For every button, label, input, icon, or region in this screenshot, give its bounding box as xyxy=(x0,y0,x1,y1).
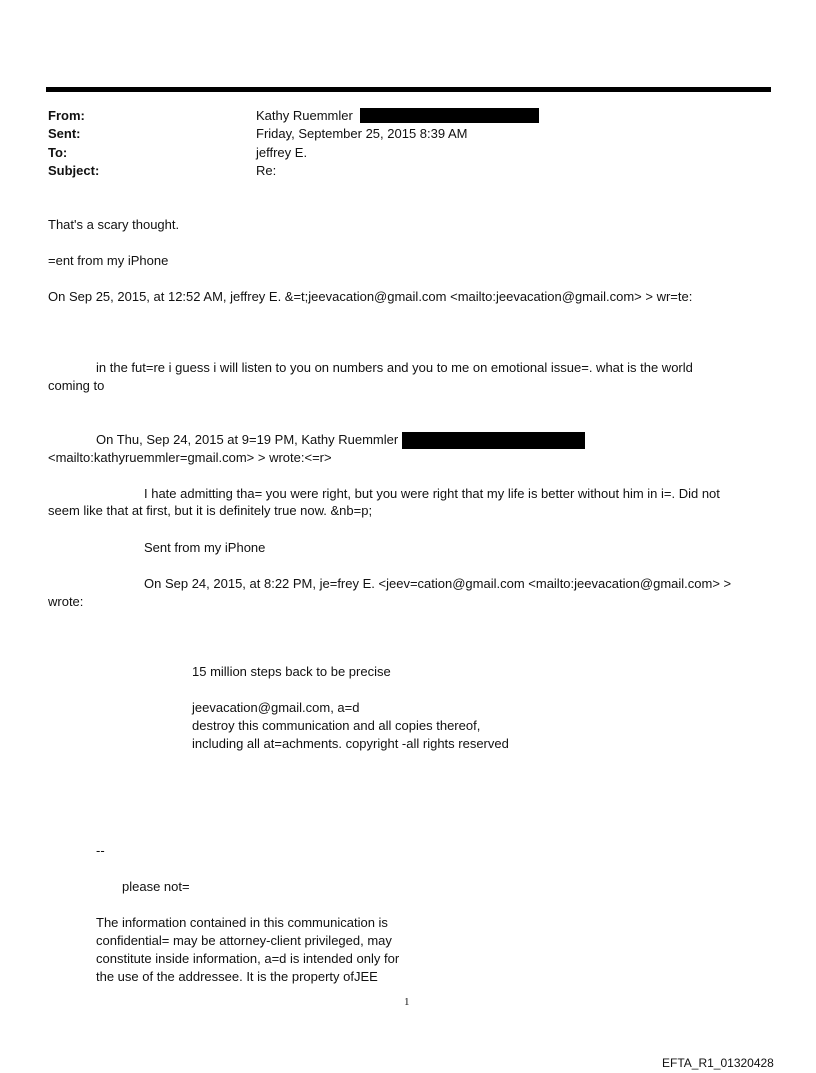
page-number: 1 xyxy=(404,996,410,1008)
signature-line3: including all at=achments. copyright -all rights reserved xyxy=(192,736,509,751)
quote2-sent-from: Sent from my iPhone xyxy=(144,540,266,555)
reply-text: That's a scary thought. xyxy=(48,217,180,232)
document-id: EFTA_R1_01320428 xyxy=(662,1056,774,1070)
quote3-header-line1: On Sep 24, 2015, at 8:22 PM, je=frey E. <jeev=cation@gmail.com <mailto:jeevacation@gmail.com> > xyxy=(144,576,732,591)
from-value: Kathy Ruemmler xyxy=(256,108,353,123)
quote3-line1: 15 million steps back to be precise xyxy=(192,664,391,679)
please-note-line: please not= xyxy=(122,879,190,894)
sent-from-line: =ent from my iPhone xyxy=(48,253,169,268)
quote2-header-line1: On Thu, Sep 24, 2015 at 9=19 PM, Kathy Ruemmler xyxy=(96,432,399,447)
quote2-line1: I hate admitting tha= you were right, but you were right that my life is better without him in i=. Did not xyxy=(144,486,720,501)
quote2-line2: seem like that at first, but it is definitely true now. &nb=p; xyxy=(48,503,373,518)
sent-label: Sent: xyxy=(48,126,81,141)
signature-line2: destroy this communication and all copies thereof, xyxy=(192,718,481,733)
quote3-header-line2: wrote: xyxy=(48,594,84,609)
from-label: From: xyxy=(48,108,85,123)
quote1-header: On Sep 25, 2015, at 12:52 AM, jeffrey E. &=t;jeevacation@gmail.com <mailto:jeevacation@gmail.com> > wr=te: xyxy=(48,289,693,304)
confidentiality-line2: confidential= may be attorney-client privileged, may xyxy=(96,933,392,948)
to-value: jeffrey E. xyxy=(256,145,308,160)
confidentiality-line1: The information contained in this communication is xyxy=(96,915,388,930)
redaction-box xyxy=(402,432,585,449)
subject-value: Re: xyxy=(256,163,277,178)
signature-line1: jeevacation@gmail.com, a=d xyxy=(192,700,360,715)
to-label: To: xyxy=(48,145,68,160)
confidentiality-line4: the use of the addressee. It is the property ofJEE xyxy=(96,969,378,984)
sent-value: Friday, September 25, 2015 8:39 AM xyxy=(256,126,468,141)
header-rule xyxy=(46,87,771,92)
quote1-line1: in the fut=re i guess i will listen to you on numbers and you to me on emotional issue=. what is the world xyxy=(96,360,693,375)
redaction-box xyxy=(360,108,539,123)
quote1-line2: coming to xyxy=(48,378,105,393)
quote2-header-line2: <mailto:kathyruemmler=gmail.com> > wrote:<=r> xyxy=(48,450,332,465)
confidentiality-line3: constitute inside information, a=d is intended only for xyxy=(96,951,400,966)
signature-dashes: -- xyxy=(96,843,105,858)
subject-label: Subject: xyxy=(48,163,100,178)
